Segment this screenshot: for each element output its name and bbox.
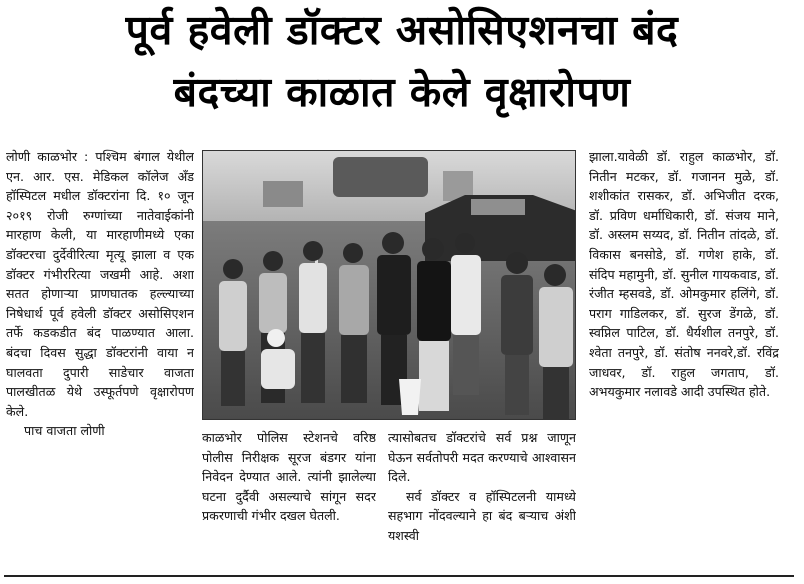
tree-plantation-photo — [202, 150, 576, 420]
article-column-3 — [589, 147, 779, 571]
bottom-divider — [4, 575, 794, 577]
article-paragraph: त्यासोबतच डॉक्टरांचे सर्व प्रश्न जाणून घेऊन सर्वतोपरी मदत करण्याचे आश्वासन दिले. — [388, 430, 576, 485]
headline-line-1: पूर्व हवेली डॉक्टर असोसिएशनचा बंद — [125, 6, 679, 54]
article-column-2b — [388, 428, 576, 574]
article-paragraph: सर्व डॉक्टर व हॉस्पिटलनी यामध्ये सहभाग नोंदवल्याने हा बंद बऱ्याच अंशी यशस्वी — [388, 488, 576, 543]
article-column-2a — [202, 428, 376, 574]
article-column-1 — [6, 147, 194, 571]
article-paragraph: पाच वाजता लोणी — [24, 423, 105, 439]
headline-line-2: बंदच्या काळात केले वृक्षारोपण — [173, 68, 631, 116]
article-paragraph: लोणी काळभोर : पश्चिम बंगाल येथील एन. आर. एस. मेडिकल कॉलेज अँड हॉस्पिटल मधील डॉक्टरांना दि. १० जून २०१९ रोजी रुग्णांच्या नातेवाईकांनी मारहाण केली, या मारहाणीमध्ये एका डॉक्टरचा दुर्देवीरित्या मृत्यू झाला व एक डॉक्टर गंभीररित्या जखमी आहे. अशा सतत होणाऱ्या प्राणघातक हल्ल्याच्या निषेधार्थ पूर्व हवेली डॉक्टर असोसिएशन तर्फे कडकडीत बंद पाळण्यात आला. बंदचा दिवस सुद्धा डॉक्टरांनी वाया न घालवता दुपारी साडेचार वाजता पालखीतळ येथे उस्फूर्तपणे वृक्षारोपण केले. — [6, 149, 194, 419]
photo-illustration — [203, 151, 576, 420]
article-paragraph: काळभोर पोलिस स्टेशनचे वरिष्ठ पोलीस निरीक्षक सूरज बंडगर यांना निवेदन देण्यात आले. त्यांनी झालेल्या घटना दुर्दैवी असल्याचे सांगून सदर प्रकरणाची गंभीर दखल घेतली. — [202, 430, 376, 524]
article-paragraph: झाला.यावेळी डॉ. राहुल काळभोर, डॉ. नितीन मटकर, डॉ. गजानन मुळे, डॉ. शशीकांत रासकर, डॉ. अभिजीत दरक, डॉ. प्रविण धर्माधिकारी, डॉ. संजय माने, डॉ. अस्लम सय्यद, डॉ. नितीन तांदळे, डॉ. विकास बनसोडे, डॉ. गणेश हाके, डॉ. संदिप महामुनी, डॉ. सुनील गायकवाड, डॉ. रंजीत म्हसवडे, डॉ. ओमकुमार हलिंगे, डॉ. पराग गाडिलकर, डॉ. सुरज डेंगळे, डॉ. स्वप्निल पाटिल, डॉ. धैर्यशील तनपुरे, डॉ. श्वेता तनपुरे, डॉ. संतोष ननवरे,डॉ. रविंद्र जाधवर, डॉ. राहुल जगताप, डॉ. अभयकुमार नलावडे आदी उपस्थित होते. — [589, 149, 779, 400]
